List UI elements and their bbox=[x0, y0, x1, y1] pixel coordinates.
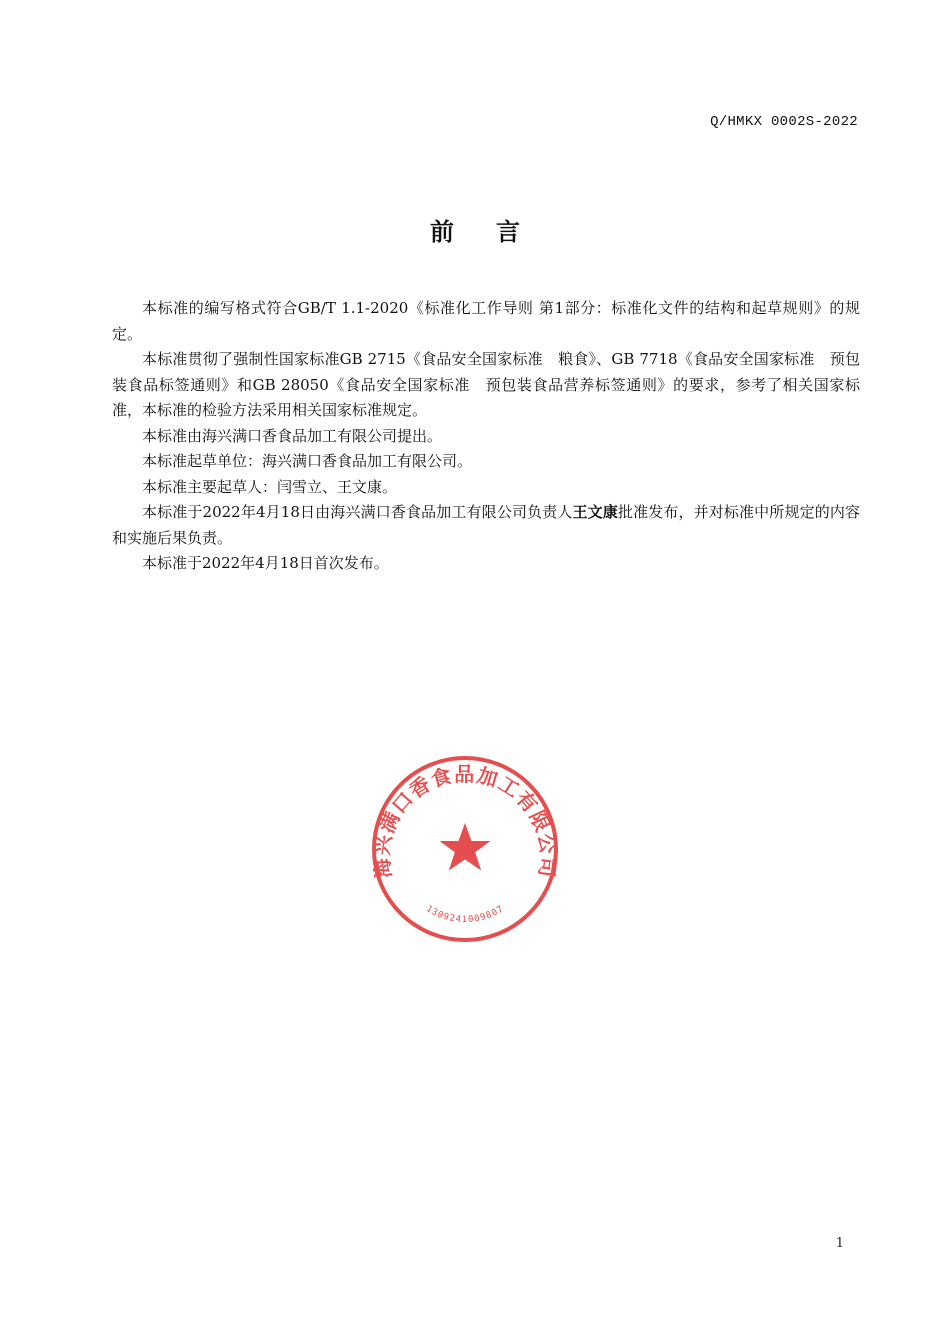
page-number: 1 bbox=[835, 1236, 844, 1251]
approval-text-before: 本标准于2022年4月18日由海兴满口香食品加工有限公司负责人 bbox=[142, 503, 573, 521]
foreword-body bbox=[112, 296, 860, 577]
company-seal bbox=[369, 753, 561, 945]
seal-number-text bbox=[424, 904, 506, 925]
paragraph-drafters: 本标准主要起草人：闫雪立、王文康。 bbox=[142, 477, 398, 496]
paragraph-proposer: 本标准由海兴满口香食品加工有限公司提出。 bbox=[142, 426, 443, 445]
approver-name: 王文康 bbox=[572, 503, 618, 521]
paragraph-release-date: 本标准于2022年4月18日首次发布。 bbox=[142, 554, 389, 572]
seal-star-icon bbox=[440, 823, 491, 871]
paragraph-format: 本标准的编写格式符合GB/T 1.1-2020《标准化工作导则 第1部分：标准化文件的结构和起草规则》的规定。 bbox=[112, 299, 860, 343]
paragraph-drafting-unit: 本标准起草单位：海兴满口香食品加工有限公司。 bbox=[142, 452, 473, 470]
paragraph-standards: 本标准贯彻了强制性国家标准GB 2715《食品安全国家标准 粮食》、GB 7718《食品安全国家标准 预包装食品标签通则》和GB 28050《食品安全国家标准 预包装食品营养标签通则》的要求，参考了相关国家标准，本标准的检验方法采用相关国家标准规定。 bbox=[112, 350, 860, 419]
seal-company-text bbox=[369, 762, 560, 880]
seal-company-textpath: 海兴满口香食品加工有限公司 bbox=[369, 762, 561, 880]
paragraph-approval bbox=[112, 500, 860, 551]
document-code: Q/HMKX 0002S-2022 bbox=[710, 114, 858, 130]
seal-number-textpath: 1309241009807 bbox=[423, 904, 507, 926]
page-title: 前言 bbox=[430, 218, 562, 246]
approval-text-after: 批准发布，并对标准中所规定的内容和实施后果负责。 bbox=[112, 503, 860, 547]
